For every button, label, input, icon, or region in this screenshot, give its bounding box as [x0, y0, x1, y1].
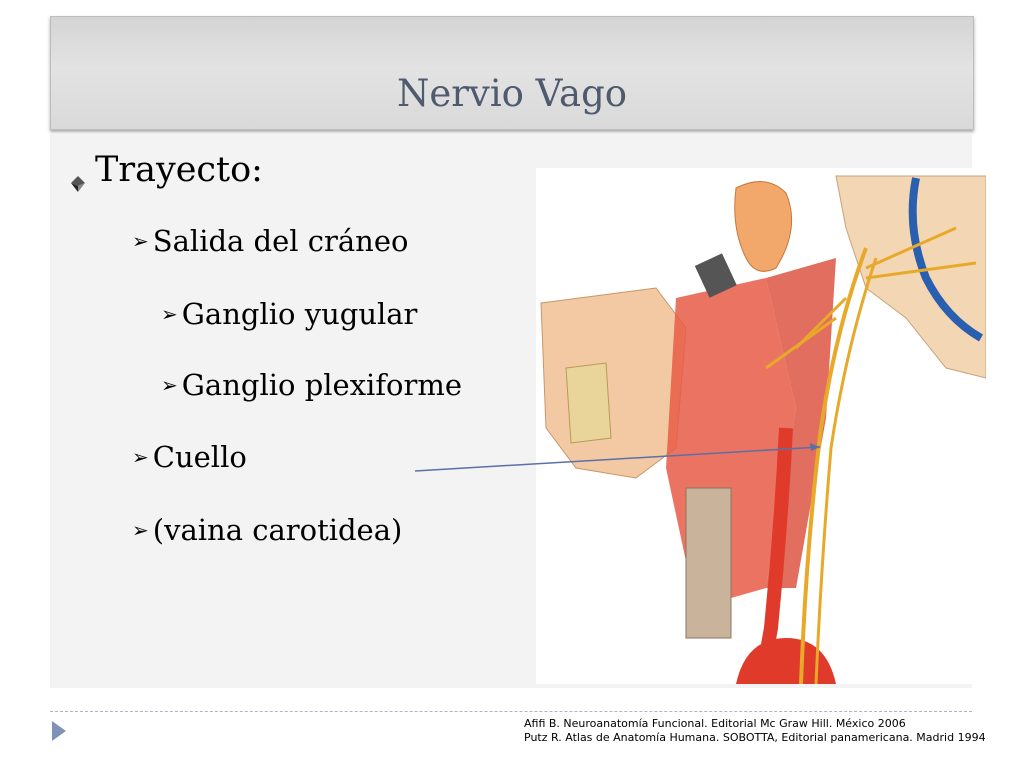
slide-title: Nervio Vago	[396, 72, 628, 115]
next-slide-arrow-icon[interactable]	[52, 721, 66, 745]
bullet-item: ➢ Cuello	[132, 440, 247, 474]
reference-line: Afifi B. Neuroanatomía Funcional. Editorial Mc Graw Hill. México 2006	[524, 717, 906, 730]
footer-divider	[50, 711, 972, 712]
arrow-bullet-icon: ➢	[132, 229, 149, 253]
arrow-bullet-icon: ➢	[161, 373, 178, 397]
reference-line: Putz R. Atlas de Anatomía Humana. SOBOTTA, Editorial panamericana. Madrid 1994	[524, 731, 986, 744]
arrow-bullet-icon: ➢	[132, 445, 149, 469]
bullet-item: ➢ (vaina carotidea)	[132, 513, 403, 547]
bullet-item: ➢ Ganglio plexiforme	[161, 368, 463, 402]
bullet-item: ➢ Ganglio yugular	[161, 297, 418, 331]
references	[524, 717, 986, 745]
main-bullet-text: Trayecto:	[95, 150, 263, 190]
arrow-bullet-icon: ➢	[132, 518, 149, 542]
bullet-item: ➢ Salida del cráneo	[132, 224, 409, 258]
arrow-bullet-icon: ➢	[161, 302, 178, 326]
